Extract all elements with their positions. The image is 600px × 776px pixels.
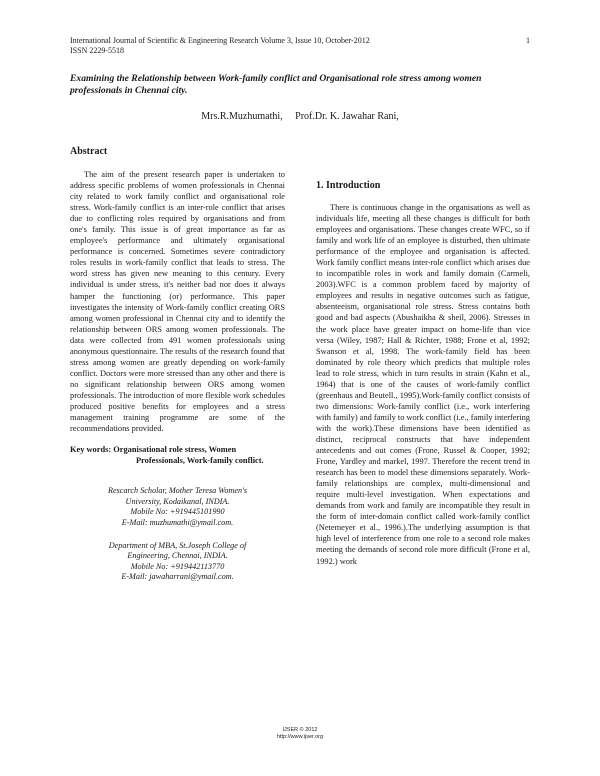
left-column	[70, 146, 285, 583]
affiliation-2	[70, 541, 285, 583]
abstract-text: The aim of the present research paper is undertaken to address specific problems of women professionals in Chennai city related to work family conflict and organisational role stress. Work-family conflict is an inter-role conflict that arises due to conflicting roles required by organisations and from one's family. This issue is of great importance as far as employee's performance and ultimately organisational performance is concerned. Sometimes severe contradictory roles results in work-family conflict that leads to stress. The word stress has given new meaning to this century. Every individual is under stress, it's neither bad nor does it always hamper the functioning (or) performance. This paper investigates the intensity of Work-family conflict creating ORS among women professional in Chennai city and to identify the relationship between ORS among women professionals. The data were collected from 491 women professionals using anonymous questionnaire. The results of the research found that stress among women are greatly depending on work-family conflict. Doctors were more stressed than any other and there is no significant relationship between ORS among women professionals. The introduction of more flexible work schedules produced positive benefits for employees and a stress management training programme are some of the recommendations provided.	[70, 170, 285, 434]
affiliation-email: E-Mail: jawaharrani@ymail.com.	[121, 572, 234, 582]
affiliation-line: University, Kodaikanal, INDIA.	[125, 496, 230, 506]
affiliation-line: Mobile No: +919445101990	[130, 507, 225, 517]
author-2: Prof.Dr. K. Jawahar Rani,	[295, 111, 399, 122]
author-list	[0, 111, 600, 122]
keywords-line-2: Professionals, Work-family conflict.	[136, 456, 264, 466]
page-footer	[0, 727, 600, 741]
keywords	[70, 444, 285, 466]
affiliation-email: E-Mail: muzhumathi@ymail.com.	[121, 517, 234, 527]
paper-title: Examining the Relationship between Work-family conflict and Organisational role stress among women professionals in Chennai city.	[70, 73, 482, 96]
introduction-heading: 1. Introduction	[316, 180, 381, 191]
affiliation-line: Department of MBA, St.Joseph College of	[108, 540, 247, 550]
issn: ISSN 2229-5518	[70, 46, 125, 55]
author-1: Mrs.R.Muzhumathi,	[201, 111, 283, 122]
introduction-text: There is continuous change in the organisations as well as individuals life, meeting all these changes is difficult for both employees and organisations. These changes create WFC, so if family and work life of an employee is disturbed, then ultimate performance of the employee and organisation is affected. Work family conflict means inter-role conflict which arises due to incompatible roles in work and family domain (Carmeli, 2003).WFC is a common problem faced by majority of employees and results in negative outcomes such as fatigue, absenteeism, organisational role stress. Stress contains both good and bad aspects (Abushaikha & sheil, 2006). Stresses in the work place have greater impact on home-life than vice versa (Wiley, 1987; Hall & Richter, 1988; Frone et al, 1992; Swanson et al, 1998. The work-family field has been dominated by role theory which predicts that multiple roles lead to role stress, which in turn results in strain (Kahn et al., 1964) that is one of the causes of work-family conflict (greenhaus and Beutell., 1995).Work-family conflict consists of two dimensions: Work-family conflict (i.e., work interfering with family) and family to work conflict (i.e., family interfering with the work).These dimensions have been identified as distinct, reciprocal constructs that have independent antecedents and out comes (Frone, Russel & Cooper, 1992; Frone, Yardley and markel, 1997. Therefore the recent trend in research has been to model these dimensions separately. Work-family relationships are complex, multi-dimensional and require multi-level investigation. When expectations and demands from work and family are incompatible they result in the form of inter-domain conflict called work-family conflict (Netemeyer et al., 1996.).The underlying assumption is that high level of interference from one role to a second role makes meeting the demands of second role more difficult (Frone et al, 1992.) work	[316, 203, 530, 566]
footer-url: http://www.ijser.org	[276, 734, 324, 740]
abstract-heading: Abstract	[70, 146, 108, 157]
keywords-line-1: Organisational role stress, Women	[113, 445, 237, 455]
page-number: 1	[526, 36, 530, 45]
running-head	[70, 36, 530, 56]
journal-name: International Journal of Scientific & Engineering Research Volume 3, Issue 10, October-2012	[70, 36, 370, 45]
affiliation-1	[70, 486, 285, 528]
right-column	[316, 180, 530, 567]
affiliation-line: Rescarch Scholar, Mother Teresa Women's	[107, 486, 248, 496]
affiliation-line: Mobile No: +919442113770	[130, 561, 225, 571]
affiliation-line: Engineering, Chennai, INDIA.	[127, 551, 228, 561]
keywords-label: Key words:	[70, 445, 112, 455]
footer-copyright: IJSER © 2012	[282, 727, 318, 733]
